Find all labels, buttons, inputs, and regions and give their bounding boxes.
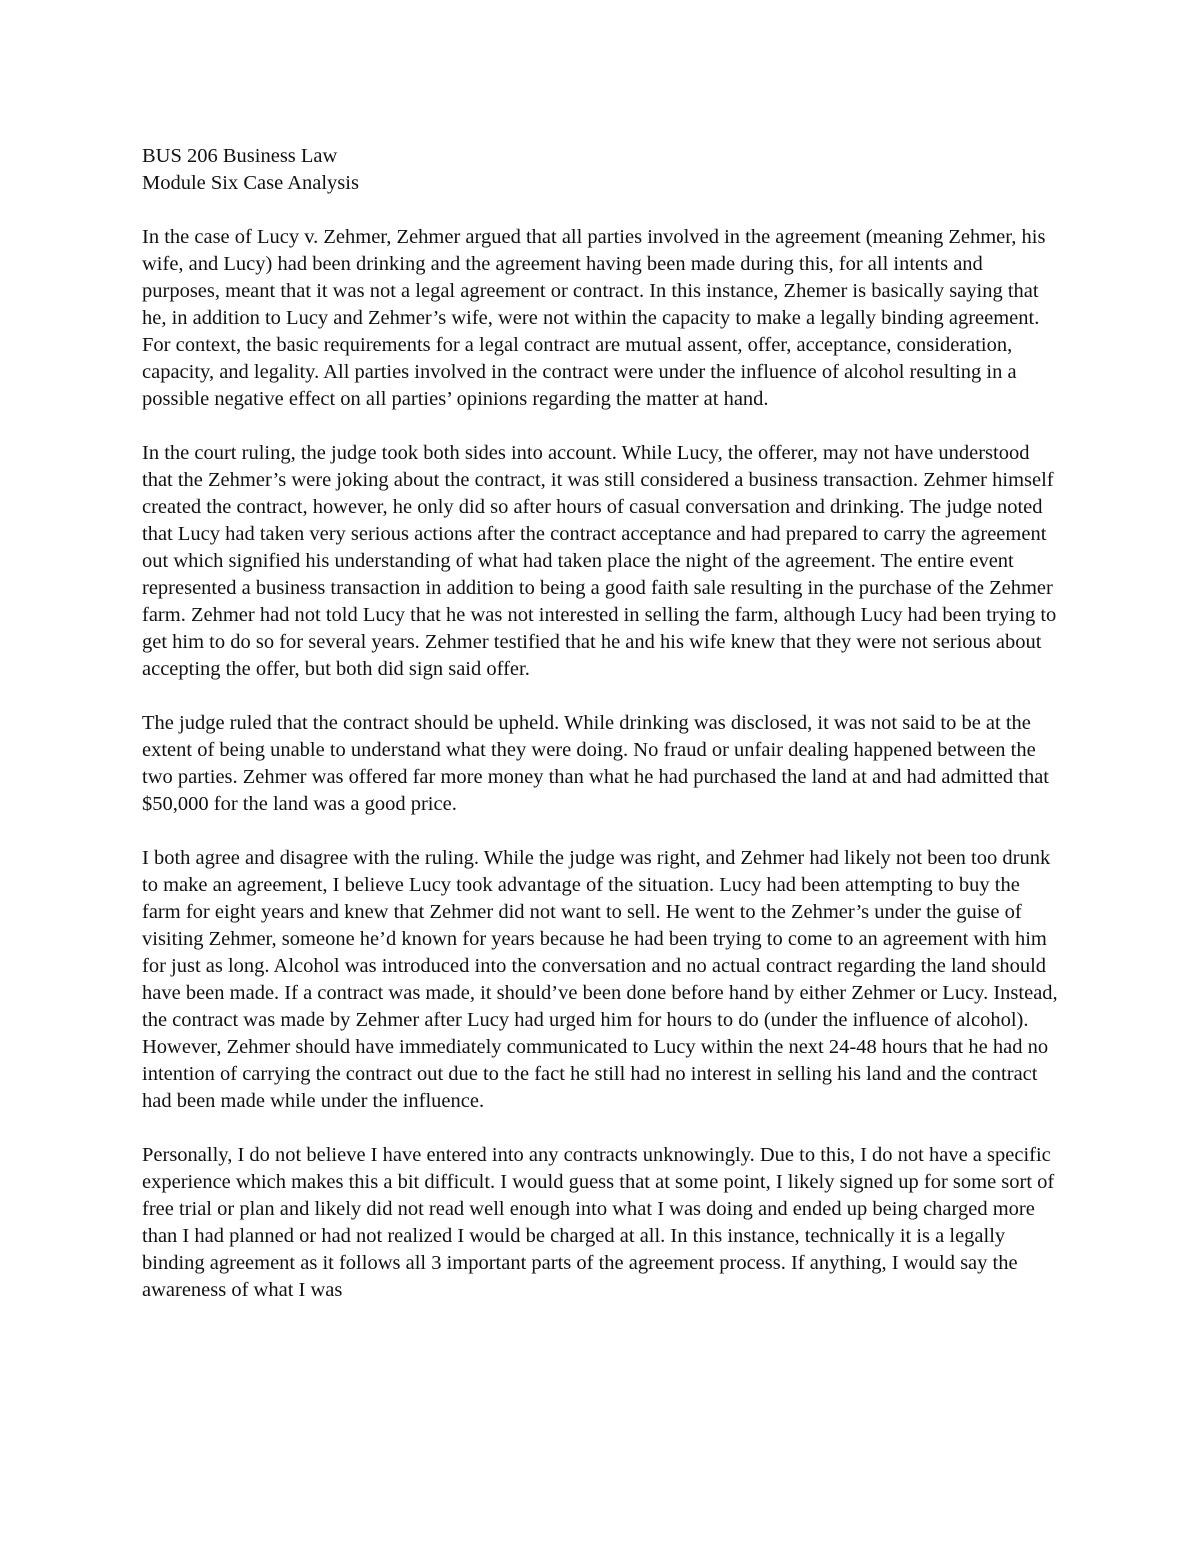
document-body xyxy=(142,143,1062,1331)
paragraph-opinion: I both agree and disagree with the ruling. While the judge was right, and Zehmer had likely not been too drunk to make an agreement, I believe Lucy took advantage of the situation. Lucy had been attempting to buy the farm for eight years and knew that Zehmer did not want to sell. He went to the Zehmer’s under the guise of visiting Zehmer, someone he’d known for years because he had been trying to come to an agreement with him for just as long. Alcohol was introduced into the conversation and no actual contract regarding the land should have been made. If a contract was made, it should’ve been done before hand by either Zehmer or Lucy. Instead, the contract was made by Zehmer after Lucy had urged him for hours to do (under the influence of alcohol). However, Zehmer should have immediately communicated to Lucy within the next 24-48 hours that he had no intention of carrying the contract out due to the fact he still had no interest in selling his land and the contract had been made while under the influence. xyxy=(142,847,1058,1112)
paragraph-personal-experience: Personally, I do not believe I have entered into any contracts unknowingly. Due to this, I do not have a specific experience which makes this a bit difficult. I would guess that at some point, I likely signed up for some sort of free trial or plan and likely did not read well enough into what I was doing and ended up being charged more than I had planned or had not realized I would be charged at all. In this instance, technically it is a legally binding agreement as it follows all 3 important parts of the agreement process. If anything, I would say the awareness of what I was xyxy=(142,1144,1055,1301)
paragraph-case-summary: In the case of Lucy v. Zehmer, Zehmer argued that all parties involved in the agreement (meaning Zehmer, his wife, and Lucy) had been drinking and the agreement having been made during this, for all intents and purposes, meant that it was not a legal agreement or contract. In this instance, Zhemer is basically saying that he, in addition to Lucy and Zehmer’s wife, were not within the capacity to make a legally binding agreement. For context, the basic requirements for a legal contract are mutual assent, offer, acceptance, consideration, capacity, and legality. All parties involved in the contract were under the influence of alcohol resulting in a possible negative effect on all parties’ opinions regarding the matter at hand. xyxy=(142,226,1046,410)
paragraph-judge-decision: The judge ruled that the contract should be upheld. While drinking was disclosed, it was not said to be at the extent of being unable to understand what they were doing. No fraud or unfair dealing happened between the two parties. Zehmer was offered far more money than what he had purchased the land at and had admitted that $50,000 for the land was a good price. xyxy=(142,712,1049,815)
document-header xyxy=(142,143,1062,197)
paragraph-court-ruling: In the court ruling, the judge took both sides into account. While Lucy, the offerer, may not have understood that the Zehmer’s were joking about the contract, it was still considered a business transaction. Zehmer himself created the contract, however, he only did so after hours of casual conversation and drinking. The judge noted that Lucy had taken very serious actions after the contract acceptance and had prepared to carry the agreement out which signified his understanding of what had taken place the night of the agreement. The entire event represented a business transaction in addition to being a good faith sale resulting in the purchase of the Zehmer farm. Zehmer had not told Lucy that he was not interested in selling the farm, although Lucy had been trying to get him to do so for several years. Zehmer testified that he and his wife knew that they were not serious about accepting the offer, but both did sign said offer. xyxy=(142,442,1057,680)
assignment-title: Module Six Case Analysis xyxy=(142,172,359,194)
course-title: BUS 206 Business Law xyxy=(142,145,338,167)
